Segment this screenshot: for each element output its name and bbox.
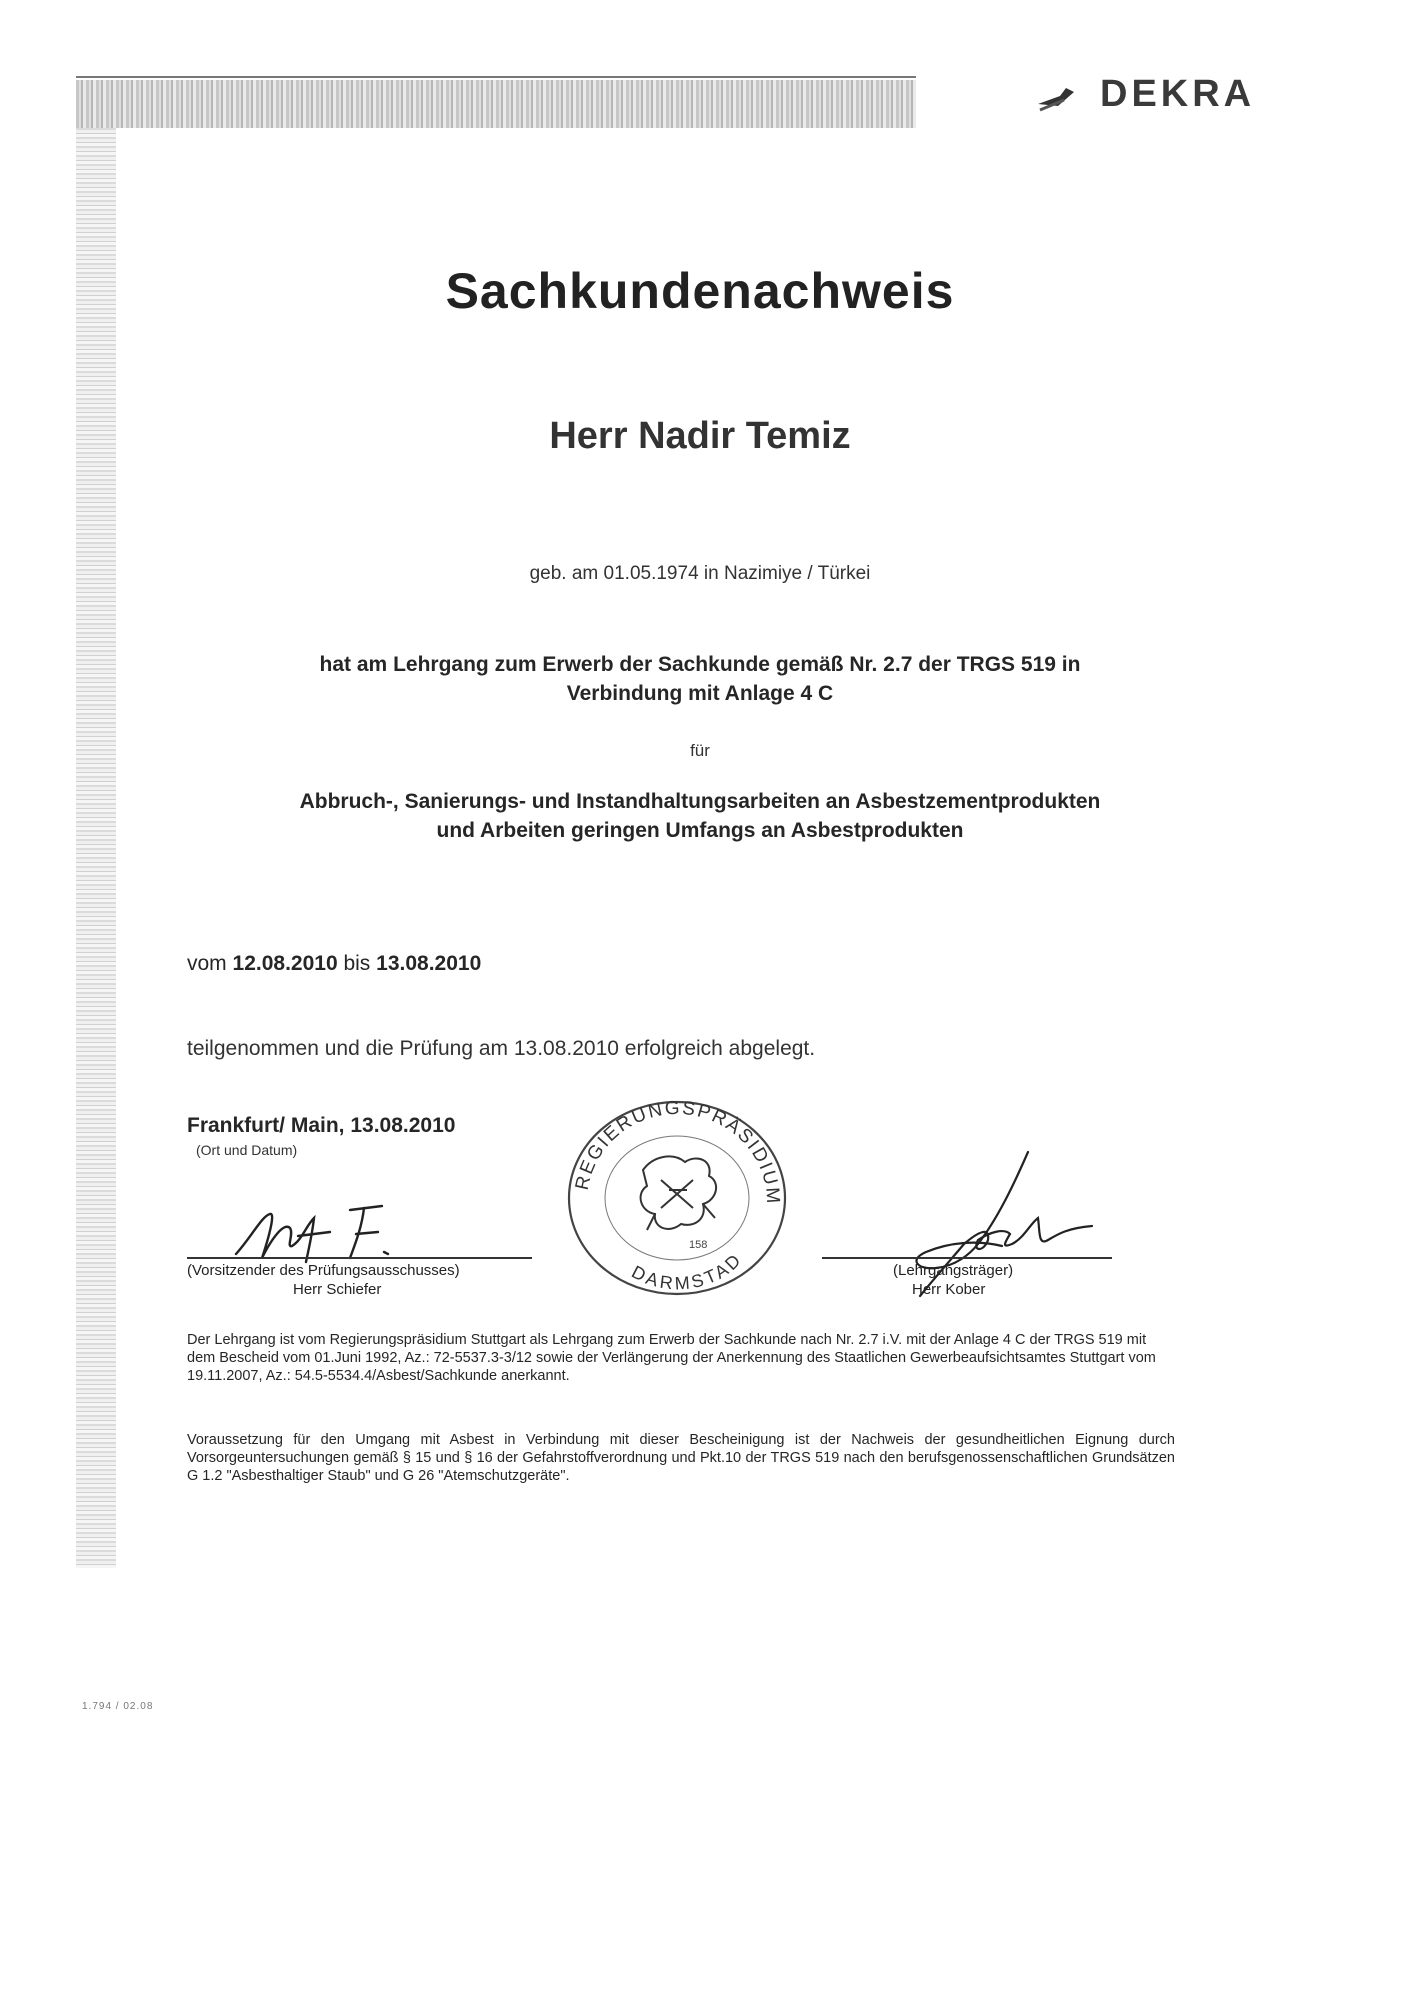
official-seal xyxy=(557,1090,797,1300)
seal-number: 158 xyxy=(689,1239,708,1251)
prerequisite-note: Voraussetzung für den Umgang mit Asbest in Verbindung mit dieser Bescheinigung ist der Nachweis der gesundheitlichen Eignung durch Vorsorgeuntersuchungen gemäß § 15 und § 16 der Gefahrstoffverordnung und Pkt.10 der TRGS 519 nach den berufsgenossenschaftlichen Grundsätzen G 1.2 "Asbesthaltiger Staub" und G 26 "Atemschutzgeräte". xyxy=(187,1432,1175,1484)
work-line-2: und Arbeiten geringen Umfangs an Asbestprodukten xyxy=(436,819,964,842)
signature-role-right: (Lehrgangsträger) xyxy=(893,1262,1014,1279)
period-end: 13.08.2010 xyxy=(376,952,482,975)
period-start: 12.08.2010 xyxy=(232,952,338,975)
logo-text: DEKRA xyxy=(1100,73,1256,115)
course-statement xyxy=(150,650,1250,708)
lion-emblem-icon xyxy=(641,1156,717,1230)
signature-line-right xyxy=(822,1257,1112,1259)
course-line-2: Verbindung mit Anlage 4 C xyxy=(566,682,834,705)
work-scope xyxy=(150,787,1250,845)
signature-name-left: Herr Schiefer xyxy=(293,1281,382,1298)
course-line-1: hat am Lehrgang zum Erwerb der Sachkunde gemäß Nr. 2.7 der TRGS 519 in xyxy=(319,653,1081,676)
signature-role-left: (Vorsitzender des Prüfungsausschusses) xyxy=(187,1262,460,1279)
dekra-logo xyxy=(1030,66,1270,116)
place-date: Frankfurt/ Main, 13.08.2010 xyxy=(187,1114,456,1137)
form-code: 1.794 / 02.08 xyxy=(82,1701,154,1712)
for-word: für xyxy=(690,741,710,760)
scan-edge-line xyxy=(76,76,916,78)
exam-line: teilgenommen und die Prüfung am 13.08.2010 erfolgreich abgelegt. xyxy=(187,1037,816,1060)
recognition-note: Der Lehrgang ist vom Regierungspräsidium Stuttgart als Lehrgang zum Erwerb der Sachkunde nach Nr. 2.7 i.V. mit der Anlage 4 C der TRGS 519 mit dem Bescheid vom 01.Juni 1992, Az.: 72-5537.3-3/12 sowie der Verlängerung der Anerkennung des Staatlichen Gewerbeaufsichtsamtes Stuttgart vom 19.11.2007, Az.: 54.5-5534.4/Asbest/Sachkunde anerkannt. xyxy=(187,1332,1156,1384)
birth-line: geb. am 01.05.1974 in Nazimiye / Türkei xyxy=(529,563,871,584)
svg-text:REGIERUNGSPRÄSIDIUM: REGIERUNGSPRÄSIDIUM xyxy=(571,1097,784,1206)
period-prefix: vom xyxy=(187,952,233,975)
signature-schiefer xyxy=(232,1196,422,1271)
place-date-note: (Ort und Datum) xyxy=(196,1142,298,1158)
holder-name: Herr Nadir Temiz xyxy=(549,415,851,457)
period-middle: bis xyxy=(337,952,377,975)
scan-artifact-top xyxy=(76,80,916,128)
signature-name-right: Herr Kober xyxy=(912,1281,986,1298)
svg-text:DARMSTADT: DARMSTAD xyxy=(628,1248,747,1294)
course-period xyxy=(187,952,481,976)
document-title: Sachkundenachweis xyxy=(445,263,955,319)
work-line-1: Abbruch-, Sanierungs- und Instandhaltungsarbeiten an Asbestzementprodukten xyxy=(299,790,1101,813)
scan-artifact-left xyxy=(76,128,116,1568)
signature-line-left xyxy=(187,1257,532,1259)
